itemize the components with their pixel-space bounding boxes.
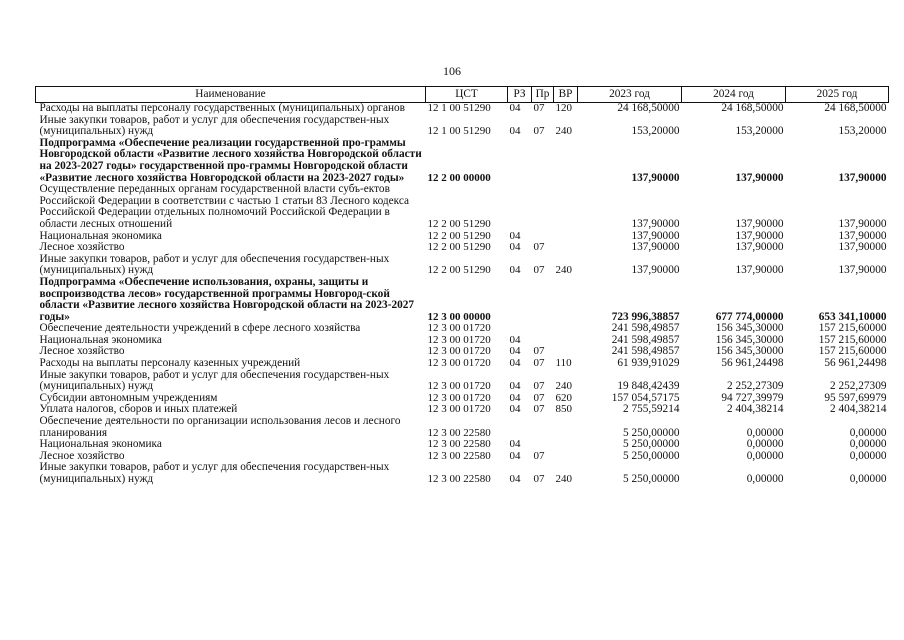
cell-vr: 110 (555, 357, 572, 370)
cell-vr: 240 (555, 473, 572, 485)
cell-cst: 12 2 00 51290 (427, 229, 491, 242)
cell-cst: 12 2 00 51290 (427, 241, 491, 254)
cell-name: Обеспечение деятельности учреждений в сфере лесного хозяйства (39, 322, 361, 335)
cell-name: Подпрограмма «Обеспечение реализации государственной про-граммы Новгородской области «Развитие лесного хозяйства Новгородской области на 2023-2027 годы» государственной про-граммы Новгородской области «Развитие лесного хозяйства Новгородской области на 2023-2027 годы» (39, 136, 422, 184)
cell-vr: 120 (555, 102, 572, 114)
cell-pr: 07 (533, 345, 545, 358)
cell-rz: 04 (509, 473, 521, 485)
table-row (36, 416, 889, 439)
cell-pr: 07 (533, 449, 545, 462)
cell-rz: 04 (509, 449, 521, 462)
cell-2023: 153,20000 (631, 125, 680, 138)
cell-vr (554, 439, 578, 451)
cell-2023: 19 848,42439 (617, 380, 680, 393)
cell-pr: 07 (533, 125, 545, 138)
cell-2025: 157 215,60000 (818, 345, 887, 358)
cell-name: Субсидии автономным учреждениям (39, 391, 218, 404)
cell-2025: 137,90000 (838, 229, 887, 242)
cell-pr: 07 (533, 391, 545, 404)
cell-rz (508, 184, 532, 230)
table-row (36, 254, 889, 277)
cell-rz (508, 277, 532, 323)
cell-2023: 5 250,00000 (623, 449, 680, 462)
cell-2025: 157 215,60000 (818, 333, 887, 346)
cell-vr (554, 184, 578, 230)
cell-2023: 157 054,57175 (611, 391, 680, 404)
cell-vr: 620 (555, 391, 572, 404)
cell-name: Расходы на выплаты персоналу казенных учреждений (39, 357, 301, 370)
cell-pr: 07 (533, 241, 545, 254)
cell-rz: 04 (509, 333, 521, 346)
cell-name: Лесное хозяйство (39, 241, 125, 254)
cell-2023: 137,90000 (631, 264, 680, 277)
cell-2024: 56 961,24498 (721, 357, 784, 370)
cell-2024: 156 345,30000 (715, 322, 784, 335)
cell-rz: 04 (509, 391, 521, 404)
cell-rz: 04 (509, 264, 521, 277)
cell-2025: 153,20000 (838, 125, 887, 138)
cell-2025: 137,90000 (838, 171, 887, 184)
cell-name: Иные закупки товаров, работ и услуг для обеспечения государствен-ных (муниципальных) нужд (39, 113, 390, 138)
cell-2023: 5 250,00000 (623, 438, 680, 451)
cell-2025: 0,00000 (849, 426, 887, 439)
cell-cst: 12 2 00 00000 (427, 171, 491, 184)
cell-vr (554, 138, 578, 184)
cell-2023: 2 755,59214 (623, 403, 680, 416)
cell-2024: 94 727,39979 (721, 391, 784, 404)
cell-2023: 61 939,91029 (617, 357, 680, 370)
cell-2024: 156 345,30000 (715, 333, 784, 346)
table-row (36, 115, 889, 138)
cell-rz: 04 (509, 241, 521, 254)
cell-vr: 850 (555, 403, 572, 416)
cell-2024: 137,90000 (735, 229, 784, 242)
cell-2024: 137,90000 (735, 264, 784, 277)
cell-vr: 240 (555, 380, 572, 393)
cell-2023: 24 168,50000 (617, 102, 680, 114)
cell-name: Национальная экономика (39, 333, 162, 346)
cell-2023: 241 598,49857 (611, 333, 680, 346)
cell-pr (532, 138, 554, 184)
cell-name: Подпрограмма «Обеспечение использования, охраны, защиты и воспроизводства лесов» государственной программы Новгород-ской области «Развитие лесного хозяйства Новгородской области на 2023-2027 годы» (39, 275, 415, 323)
cell-2023: 241 598,49857 (611, 322, 680, 335)
header-cst: ЦСТ (426, 87, 508, 103)
cell-2024: 137,90000 (735, 217, 784, 230)
cell-cst: 12 3 00 01720 (427, 333, 491, 346)
cell-name: Уплата налогов, сборов и иных платежей (39, 403, 238, 416)
table-row (36, 462, 889, 485)
cell-vr (554, 277, 578, 323)
cell-pr: 07 (533, 473, 545, 485)
cell-cst: 12 1 00 51290 (427, 125, 491, 138)
cell-cst: 12 3 00 01720 (427, 357, 491, 370)
cell-name: Иные закупки товаров, работ и услуг для обеспечения государствен-ных (муниципальных) нужд (39, 252, 390, 277)
cell-name: Осуществление переданных органам государственной власти субъ-ектов Российской Федерации в соответствии с частью 1 статьи 83 Лесного кодекса Российской Федерации отдельных полномочий Российской Федерации в области лесных отношений (39, 183, 410, 230)
cell-name: Лесное хозяйство (39, 449, 125, 462)
cell-2024: 0,00000 (746, 449, 784, 462)
cell-vr (554, 335, 578, 347)
cell-2025: 137,90000 (838, 264, 887, 277)
cell-rz: 04 (509, 357, 521, 370)
cell-cst: 12 3 00 01720 (427, 345, 491, 358)
cell-2023: 137,90000 (631, 241, 680, 254)
cell-pr: 07 (533, 264, 545, 277)
cell-pr (532, 277, 554, 323)
cell-2025: 137,90000 (838, 217, 887, 230)
cell-2023: 241 598,49857 (611, 345, 680, 358)
cell-2025: 0,00000 (849, 473, 887, 485)
cell-cst: 12 2 00 51290 (427, 264, 491, 277)
cell-rz: 04 (509, 380, 521, 393)
cell-2025: 56 961,24498 (824, 357, 887, 370)
cell-rz: 04 (509, 125, 521, 138)
cell-2023: 137,90000 (631, 171, 680, 184)
table-row (36, 138, 889, 184)
budget-table (35, 86, 889, 486)
cell-rz (508, 416, 532, 439)
cell-2024: 0,00000 (746, 473, 784, 485)
cell-name: Иные закупки товаров, работ и услуг для обеспечения государствен-ных (муниципальных) нужд (39, 461, 390, 485)
header-pr: Пр (532, 87, 554, 103)
cell-2024: 156 345,30000 (715, 345, 784, 358)
cell-cst: 12 3 00 22580 (427, 449, 491, 462)
cell-pr (532, 323, 554, 335)
table-body (36, 103, 889, 486)
cell-pr: 07 (533, 102, 545, 114)
cell-vr: 240 (555, 125, 572, 138)
header-2023: 2023 год (578, 87, 682, 103)
table-row (36, 277, 889, 323)
cell-2025: 653 341,10000 (818, 310, 887, 323)
cell-2024: 2 252,27309 (727, 380, 784, 393)
cell-2024: 677 774,00000 (715, 310, 784, 323)
cell-2024: 2 404,38214 (727, 403, 784, 416)
cell-2025: 2 404,38214 (830, 403, 887, 416)
cell-name: Национальная экономика (39, 229, 162, 242)
table-row (36, 358, 889, 370)
table-row (36, 370, 889, 393)
cell-2025: 0,00000 (849, 449, 887, 462)
cell-2024: 137,90000 (735, 241, 784, 254)
cell-2023: 723 996,38857 (611, 310, 680, 323)
cell-2023: 137,90000 (631, 217, 680, 230)
cell-2024: 0,00000 (746, 438, 784, 451)
table-header-row (36, 87, 889, 103)
header-2024: 2024 год (682, 87, 786, 103)
cell-2024: 24 168,50000 (721, 102, 784, 114)
cell-rz: 04 (509, 345, 521, 358)
table-row (36, 184, 889, 230)
cell-cst: 12 2 00 51290 (427, 217, 491, 230)
cell-cst: 12 3 00 00000 (427, 310, 491, 323)
cell-pr (532, 184, 554, 230)
cell-2023: 5 250,00000 (623, 473, 680, 485)
header-name: Наименование (36, 87, 426, 103)
cell-2024: 0,00000 (746, 426, 784, 439)
cell-2024: 153,20000 (735, 125, 784, 138)
cell-pr: 07 (533, 380, 545, 393)
cell-vr (554, 323, 578, 335)
cell-vr: 240 (555, 264, 572, 277)
cell-name: Иные закупки товаров, работ и услуг для обеспечения государствен-ных (муниципальных) нужд (39, 368, 390, 393)
cell-vr (554, 451, 578, 463)
cell-cst: 12 3 00 01720 (427, 380, 491, 393)
page-number: 106 (443, 64, 461, 78)
cell-2024: 137,90000 (735, 171, 784, 184)
cell-2025: 2 252,27309 (830, 380, 887, 393)
cell-cst: 12 3 00 01720 (427, 322, 491, 335)
cell-rz (508, 138, 532, 184)
cell-2025: 95 597,69979 (824, 391, 887, 404)
cell-name: Национальная экономика (39, 438, 162, 451)
cell-name: Лесное хозяйство (39, 345, 125, 358)
cell-2023: 5 250,00000 (623, 426, 680, 439)
cell-pr: 07 (533, 403, 545, 416)
cell-rz: 04 (509, 403, 521, 416)
header-vr: ВР (554, 87, 578, 103)
cell-2023: 137,90000 (631, 229, 680, 242)
cell-cst: 12 3 00 01720 (427, 391, 491, 404)
cell-cst: 12 1 00 51290 (427, 102, 491, 114)
cell-cst: 12 3 00 22580 (427, 426, 491, 439)
cell-name: Обеспечение деятельности по организации использования лесов и лесного планирования (39, 415, 401, 439)
cell-2025: 137,90000 (838, 241, 887, 254)
cell-rz: 04 (509, 229, 521, 242)
cell-vr (554, 231, 578, 243)
cell-2025: 24 168,50000 (824, 102, 887, 114)
table-row (36, 242, 889, 254)
cell-vr (554, 416, 578, 439)
table-row (36, 103, 889, 115)
cell-name: Расходы на выплаты персоналу государственных (муниципальных) органов (39, 102, 405, 114)
header-2025: 2025 год (786, 87, 889, 103)
header-rz: РЗ (508, 87, 532, 103)
cell-rz: 04 (509, 438, 521, 451)
cell-pr (532, 416, 554, 439)
cell-rz: 04 (509, 102, 521, 114)
cell-vr (554, 242, 578, 254)
cell-cst: 12 3 00 22580 (427, 438, 491, 451)
cell-2025: 157 215,60000 (818, 322, 887, 335)
cell-pr: 07 (533, 357, 545, 370)
cell-cst: 12 3 00 22580 (427, 473, 491, 485)
cell-cst: 12 3 00 01720 (427, 403, 491, 416)
cell-2025: 0,00000 (849, 438, 887, 451)
